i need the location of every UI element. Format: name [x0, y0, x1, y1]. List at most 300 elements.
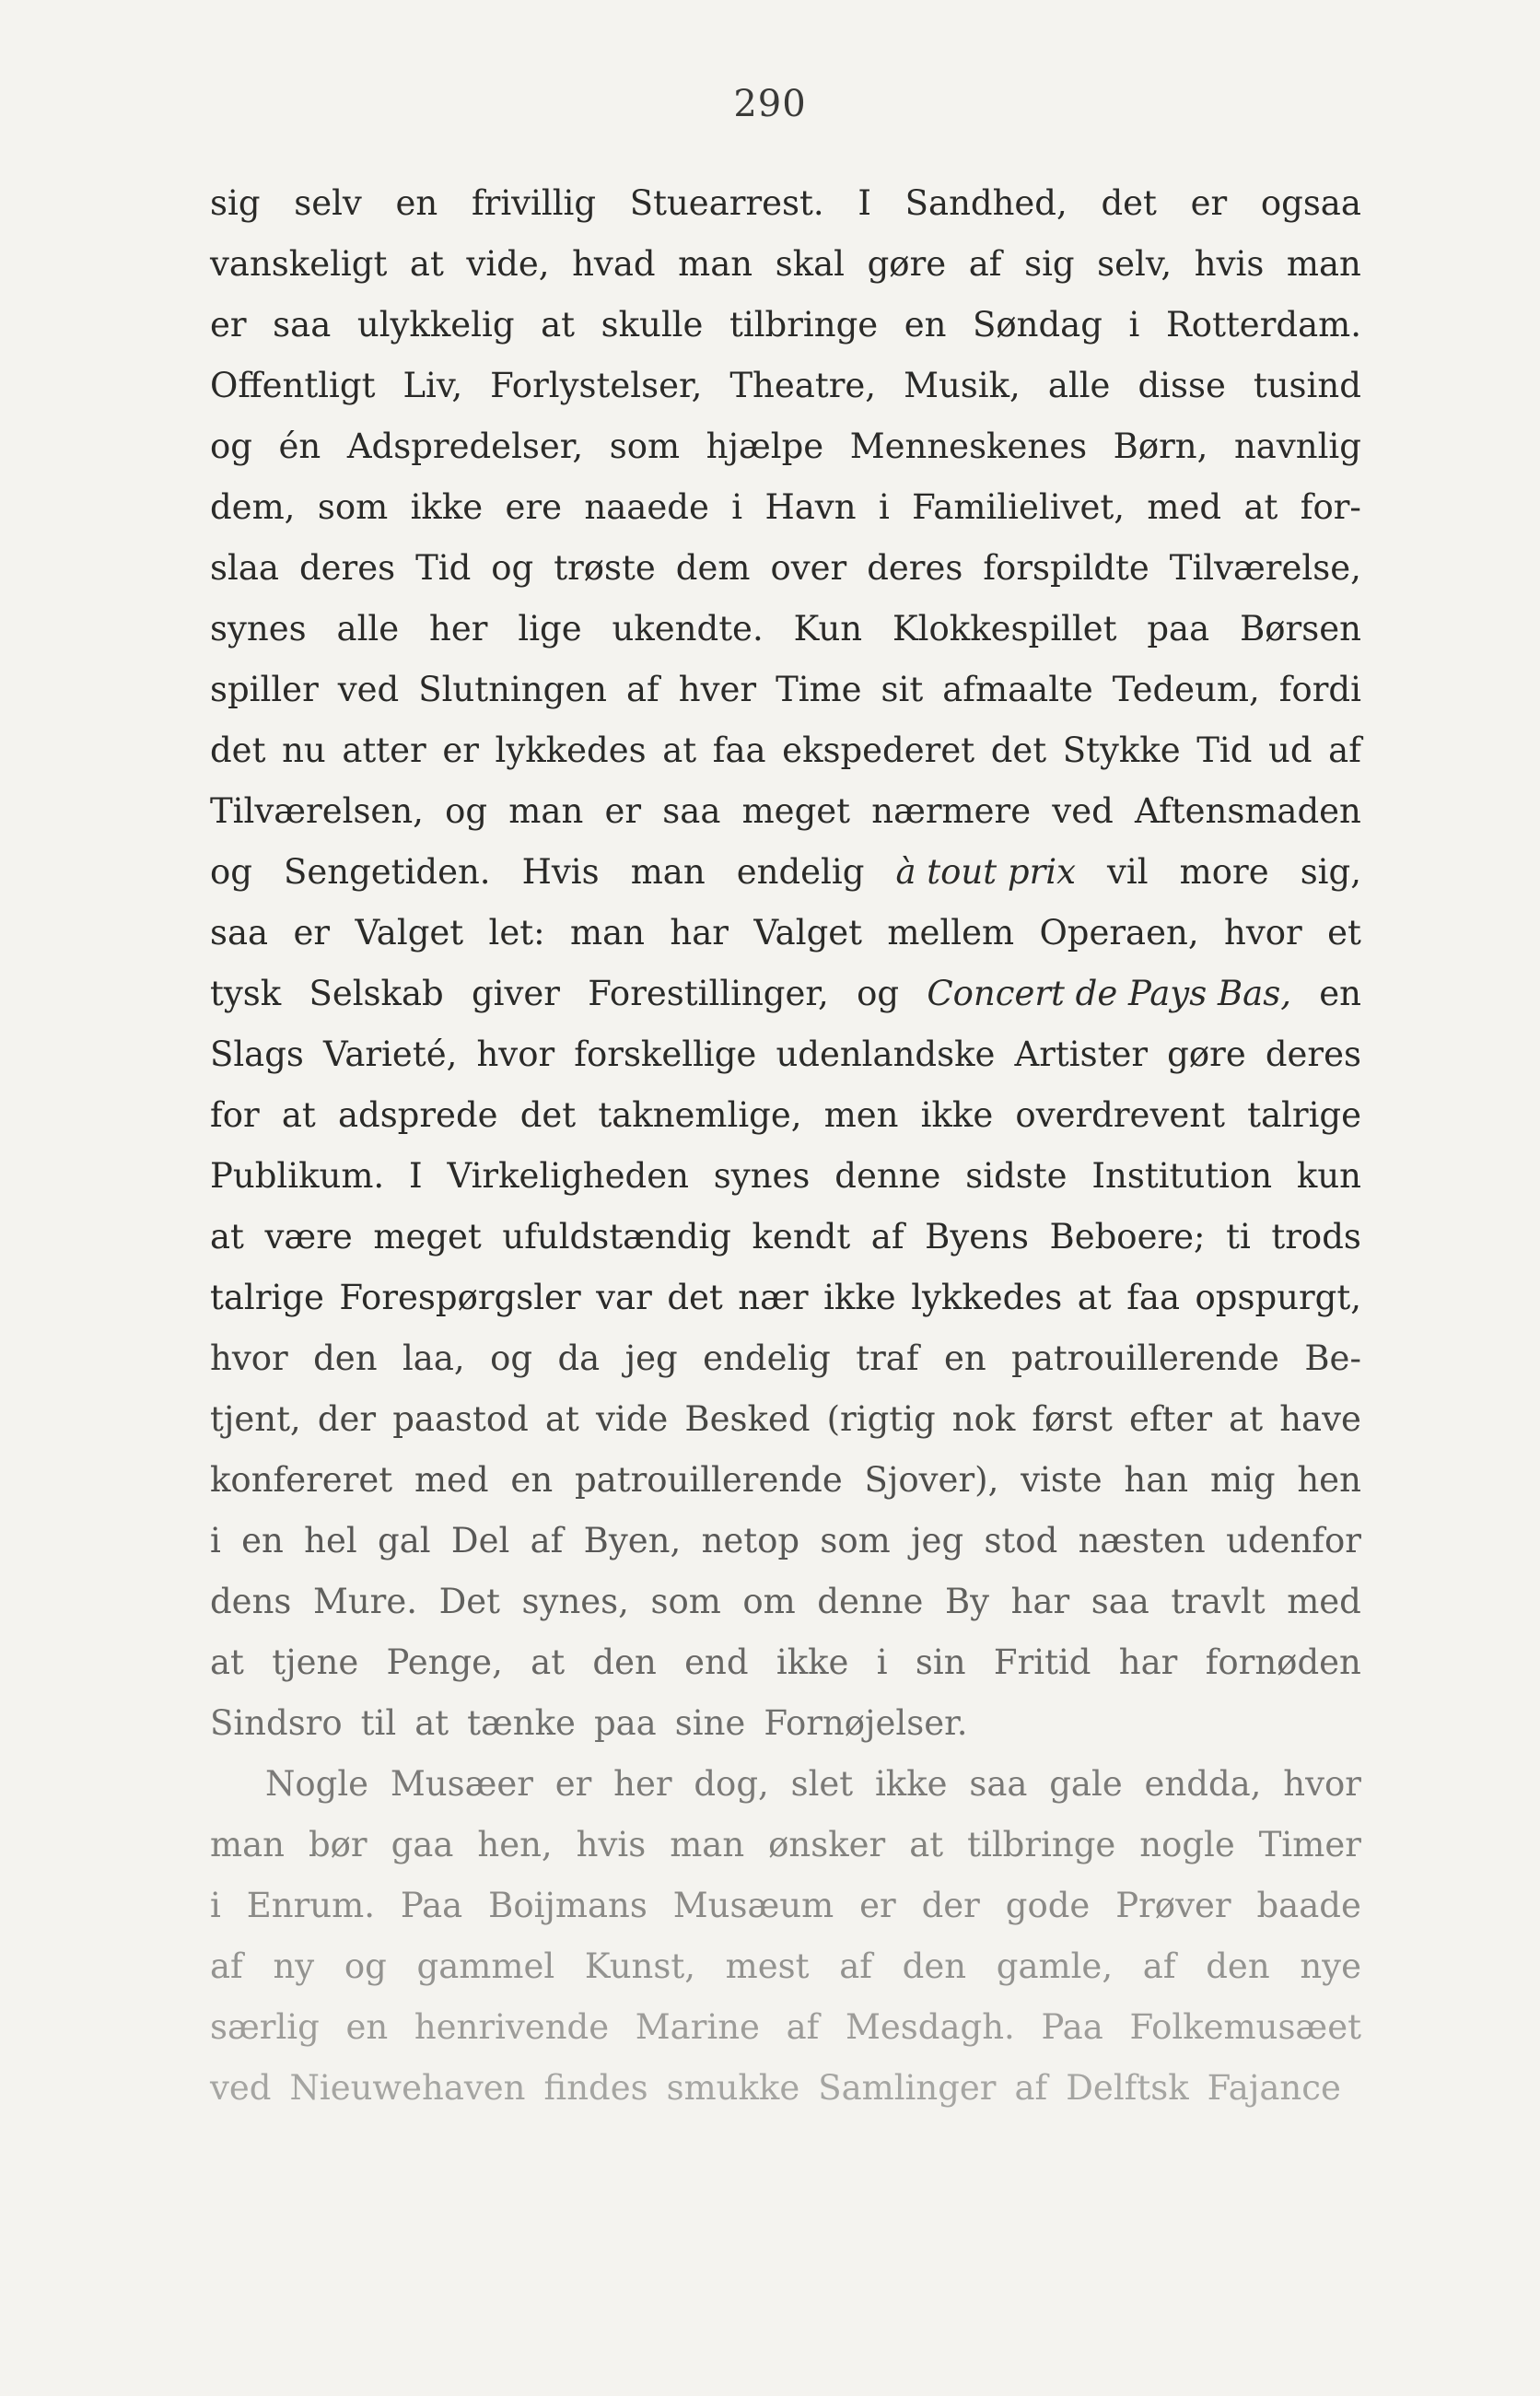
text-word: fordi — [1278, 670, 1361, 709]
text-word: dem, — [210, 487, 296, 527]
text-word: atter — [342, 730, 426, 770]
text-word: nærmere — [871, 791, 1032, 831]
text-word: med — [1287, 1582, 1361, 1621]
text-word: af — [786, 2007, 820, 2047]
text-word: ved — [1052, 791, 1114, 831]
text-word: dog, — [694, 1764, 769, 1804]
text-word: gaa — [391, 1825, 454, 1864]
text-word: han — [1124, 1460, 1189, 1500]
text-word: af — [1014, 2068, 1048, 2108]
text-word: med — [414, 1460, 489, 1500]
text-word: Tid — [1196, 730, 1253, 770]
text-word: Mesdagh. — [846, 2007, 1015, 2047]
text-word: ved — [210, 2068, 272, 2108]
text-word: ikke — [920, 1095, 994, 1135]
text-word: hvis — [576, 1825, 647, 1864]
text-word: synes, — [521, 1582, 629, 1621]
text-word: Theatre, — [729, 366, 877, 405]
text-word: Familielivet, — [912, 487, 1125, 527]
text-line — [210, 1511, 1361, 1572]
text-word: dens — [210, 1582, 292, 1621]
text-word: Det — [438, 1582, 500, 1621]
text-word: Byens — [925, 1217, 1029, 1256]
text-word: faa — [712, 730, 766, 770]
text-line — [210, 599, 1361, 660]
text-word: spiller — [210, 670, 319, 709]
text-word: én — [278, 427, 321, 466]
text-line — [210, 1450, 1361, 1511]
text-word: er — [293, 913, 331, 953]
text-word: endelig — [703, 1338, 831, 1378]
text-word: Institution — [1091, 1156, 1273, 1196]
text-word: at — [1077, 1278, 1112, 1317]
text-word: more — [1179, 852, 1269, 892]
text-word: alle — [1047, 366, 1111, 405]
text-line — [210, 416, 1361, 477]
text-word: denne — [834, 1156, 941, 1196]
text-line — [210, 1268, 1361, 1328]
text-word: end — [684, 1642, 749, 1682]
text-word: saa — [1091, 1582, 1149, 1621]
text-word: man — [1286, 244, 1361, 284]
text-word: hver — [678, 670, 757, 709]
text-word: Tilværelse, — [1169, 548, 1361, 588]
text-word: Paa — [1041, 2007, 1103, 2047]
text-word: her — [613, 1764, 672, 1804]
text-word: Operaen, — [1039, 913, 1199, 953]
text-word: har — [1010, 1582, 1070, 1621]
text-word: slaa — [210, 548, 279, 588]
text-word: afmaalte — [942, 670, 1093, 709]
text-word: overdrevent — [1015, 1095, 1225, 1135]
text-word: sig — [210, 183, 261, 223]
text-word: Nogle — [265, 1764, 369, 1804]
text-word: frivillig — [471, 183, 597, 223]
text-word: hel — [304, 1521, 357, 1560]
text-word: hvad — [572, 244, 656, 284]
text-word: at — [544, 1399, 579, 1439]
text-word: Kun — [793, 609, 863, 649]
text-word: Folkemusæet — [1129, 2007, 1361, 2047]
text-word: Havn — [764, 487, 857, 527]
text-word: Liv, — [402, 366, 463, 405]
text-word: opspurgt, — [1195, 1278, 1361, 1317]
text-word: vil — [1107, 852, 1149, 892]
text-word: som — [650, 1582, 721, 1621]
text-word: ikke — [776, 1642, 849, 1682]
text-word: sin — [915, 1642, 966, 1682]
text-word: der — [921, 1886, 980, 1925]
text-word: traf — [856, 1338, 919, 1378]
text-line — [210, 1997, 1361, 2058]
text-word: dem — [675, 548, 751, 588]
text-word: Offentligt — [210, 366, 376, 405]
text-word: paa — [593, 1703, 657, 1743]
text-word: Slutningen — [418, 670, 608, 709]
text-line — [210, 1389, 1361, 1450]
text-word: stod — [984, 1521, 1058, 1560]
text-word: kun — [1296, 1156, 1361, 1196]
text-word: gale — [1049, 1764, 1123, 1804]
text-word: lykkedes — [495, 730, 647, 770]
text-word: hvor — [1224, 913, 1302, 953]
text-word: en — [943, 1338, 986, 1378]
text-word: endda, — [1144, 1764, 1262, 1804]
text-word: Hvis — [521, 852, 600, 892]
text-word: man — [630, 852, 706, 892]
text-word: adsprede — [337, 1095, 498, 1135]
text-word: da — [557, 1338, 601, 1378]
text-word: jeg — [624, 1338, 678, 1378]
text-word: for — [210, 1095, 260, 1135]
text-word: vide — [595, 1399, 669, 1439]
text-word: mest — [725, 1946, 810, 1986]
text-word: tænke — [467, 1703, 576, 1743]
text-word: af — [1328, 730, 1361, 770]
text-word: tilbringe — [729, 305, 879, 345]
text-word: er — [859, 1886, 896, 1925]
text-word: at — [662, 730, 697, 770]
text-word: og — [445, 791, 488, 831]
text-word: tusind — [1253, 366, 1361, 405]
text-word: Forestillinger, — [588, 974, 829, 1013]
text-word: og — [857, 974, 900, 1013]
text-word: hvor — [1283, 1764, 1361, 1804]
text-word: i — [210, 1886, 221, 1925]
text-word: forskellige — [574, 1034, 757, 1074]
text-word: Forlystelser, — [490, 366, 703, 405]
text-word: Byen, — [583, 1521, 682, 1560]
text-line — [210, 1693, 1361, 1754]
text-word: endelig — [736, 852, 865, 892]
text-word: af — [210, 1946, 243, 1986]
text-word: ufuldstændig — [502, 1217, 731, 1256]
text-word: Be- — [1304, 1338, 1361, 1378]
text-word: tjent, — [210, 1399, 301, 1439]
text-word: man — [678, 244, 753, 284]
text-word: ikke — [874, 1764, 948, 1804]
text-word: synes — [210, 609, 307, 649]
text-word: der — [317, 1399, 377, 1439]
text-word: giver — [471, 974, 560, 1013]
text-word: travlt — [1171, 1582, 1266, 1621]
text-word: ved — [337, 670, 400, 709]
text-word: man — [570, 913, 645, 953]
text-word: af — [530, 1521, 564, 1560]
text-word: Penge, — [386, 1642, 503, 1682]
text-word: patrouillerende — [1011, 1338, 1279, 1378]
text-word: Fornøjelser. — [764, 1703, 968, 1743]
text-word: ulykkelig — [356, 305, 515, 345]
text-word: at — [409, 244, 444, 284]
text-word: at — [414, 1703, 449, 1743]
text-word: ikke — [410, 487, 484, 527]
text-word: og — [344, 1946, 387, 1986]
text-word: en — [345, 2007, 389, 2047]
text-line — [210, 781, 1361, 842]
text-word: slet — [790, 1764, 854, 1804]
text-word: Valget — [753, 913, 863, 953]
text-word: nogle — [1139, 1825, 1235, 1864]
text-word: har — [1118, 1642, 1178, 1682]
text-word: men — [823, 1095, 899, 1135]
text-word: alle — [336, 609, 400, 649]
text-word: forspildte — [983, 548, 1149, 588]
text-word: gal — [378, 1521, 431, 1560]
text-word: være — [264, 1217, 353, 1256]
text-word: viste — [1021, 1460, 1102, 1500]
text-word: den — [313, 1338, 378, 1378]
text-word: næsten — [1078, 1521, 1206, 1560]
text-word: Sengetiden. — [284, 852, 491, 892]
text-word: trods — [1271, 1217, 1361, 1256]
text-line — [210, 1085, 1361, 1146]
text-word: som — [317, 487, 389, 527]
text-word: det — [990, 730, 1047, 770]
text-word: Musik, — [904, 366, 1021, 405]
text-word: saa — [210, 913, 269, 953]
text-word: Kunst, — [584, 1946, 695, 1986]
text-word: meget — [373, 1217, 482, 1256]
text-word: patrouillerende — [574, 1460, 843, 1500]
text-word: en — [510, 1460, 554, 1500]
text-word: gamle, — [996, 1946, 1114, 1986]
text-word: nye — [1300, 1946, 1361, 1986]
text-line — [210, 1632, 1361, 1693]
text-word: saa — [662, 791, 721, 831]
text-word: Selskab — [309, 974, 444, 1013]
text-word: ikke — [823, 1278, 896, 1317]
text-word: er — [604, 791, 642, 831]
text-word: at — [1243, 487, 1278, 527]
text-line — [210, 1207, 1361, 1268]
text-word: Sindsro — [210, 1703, 343, 1743]
text-word: at — [281, 1095, 316, 1135]
text-word: Stykke — [1062, 730, 1181, 770]
text-word: ud — [1268, 730, 1312, 770]
text-word: Adspredelser, — [346, 427, 584, 466]
text-word: et — [1327, 913, 1361, 953]
text-word: Musæum — [672, 1886, 834, 1925]
text-word: jeg — [911, 1521, 964, 1560]
text-word: hen — [1297, 1460, 1361, 1500]
text-line — [210, 356, 1361, 416]
text-word: med — [1147, 487, 1222, 527]
text-word: paastod — [392, 1399, 529, 1439]
text-word: Nieuwehaven — [289, 2068, 526, 2108]
text-word: Fajance — [1207, 2068, 1341, 2108]
text-word: som — [820, 1521, 891, 1560]
text-word: hvor — [210, 1338, 288, 1378]
text-word: findes — [543, 2068, 648, 2108]
text-word: at — [531, 1642, 566, 1682]
text-word: Varieté, — [323, 1034, 458, 1074]
text-word: Time — [776, 670, 862, 709]
text-word: sig, — [1300, 852, 1361, 892]
text-word: ere — [505, 487, 563, 527]
text-word: til — [360, 1703, 397, 1743]
text-line — [210, 842, 1361, 903]
text-word: ukendte. — [612, 609, 764, 649]
text-word: Virkeligheden — [447, 1156, 689, 1196]
text-line — [210, 1815, 1361, 1876]
text-word: hvor — [476, 1034, 555, 1074]
text-word: at — [909, 1825, 944, 1864]
text-word: synes — [713, 1156, 811, 1196]
text-word: Mure. — [312, 1582, 418, 1621]
text-word: sine — [674, 1703, 746, 1743]
text-word: er — [554, 1764, 592, 1804]
text-word: Artister — [1014, 1034, 1149, 1074]
text-word: udenfor — [1226, 1521, 1361, 1560]
text-word: Sandhed, — [904, 183, 1068, 223]
text-word: navnlig — [1233, 427, 1361, 466]
text-line — [210, 538, 1361, 599]
text-line — [210, 477, 1361, 538]
text-word: at — [1229, 1399, 1264, 1439]
text-word: har — [670, 913, 729, 953]
text-word: og — [210, 427, 252, 466]
text-word: det — [519, 1095, 577, 1135]
text-word: over — [770, 548, 847, 588]
text-word: lykkedes — [911, 1278, 1063, 1317]
text-line — [210, 1572, 1361, 1632]
text-word: I — [409, 1156, 423, 1196]
text-word: let: — [488, 913, 545, 953]
text-word: udenlandske — [776, 1034, 996, 1074]
text-word: tilbringe — [967, 1825, 1116, 1864]
text-word: en — [395, 183, 438, 223]
text-word: at — [210, 1217, 244, 1256]
text-word: sit — [881, 670, 924, 709]
text-word: Søndag — [973, 305, 1102, 345]
text-word: Marine — [635, 2007, 760, 2047]
text-word: Tilværelsen, — [210, 791, 424, 831]
text-word: bør — [308, 1825, 368, 1864]
text-word: faa — [1126, 1278, 1181, 1317]
text-word: tjene — [272, 1642, 359, 1682]
text-line — [210, 295, 1361, 356]
text-word: Enrum. — [246, 1886, 375, 1925]
text-word: den — [902, 1946, 967, 1986]
text-word: sidste — [965, 1156, 1068, 1196]
page-number: 290 — [733, 83, 807, 125]
text-word: selv, — [1097, 244, 1172, 284]
text-word: det — [667, 1278, 723, 1317]
text-word: Menneskenes — [849, 427, 1088, 466]
text-word: og — [491, 548, 534, 588]
text-word: sig — [1024, 244, 1075, 284]
text-line — [210, 964, 1361, 1024]
text-word: her — [429, 609, 488, 649]
text-word: at — [541, 305, 576, 345]
text-word: nu — [282, 730, 326, 770]
text-word: i — [731, 487, 743, 527]
text-word: paa — [1147, 609, 1210, 649]
text-word: i — [878, 487, 890, 527]
text-word: Slags — [210, 1034, 304, 1074]
text-word: Tid — [415, 548, 472, 588]
text-line — [210, 1754, 1361, 1815]
text-word: hvis — [1194, 244, 1265, 284]
text-word: vide, — [466, 244, 550, 284]
text-word: netop — [701, 1521, 800, 1560]
text-word: Publikum. — [210, 1156, 385, 1196]
text-word: gøre — [1167, 1034, 1246, 1074]
text-word: først — [1032, 1399, 1113, 1439]
text-word: deres — [867, 548, 963, 588]
text-word: at — [210, 1642, 244, 1682]
text-word: ny — [273, 1946, 315, 1986]
text-word: deres — [298, 548, 396, 588]
text-word: baade — [1256, 1886, 1361, 1925]
text-word: talrige — [1247, 1095, 1361, 1135]
text-word: henrivende — [414, 2007, 610, 2047]
text-word: By — [944, 1582, 990, 1621]
text-word: Beboere; — [1049, 1217, 1206, 1256]
text-word: Concert de Pays Bas, — [927, 974, 1291, 1013]
text-line — [210, 1146, 1361, 1207]
text-line — [210, 1328, 1361, 1389]
text-word: have — [1279, 1399, 1361, 1439]
text-word: Boijmans — [488, 1886, 648, 1925]
text-word: man — [508, 791, 584, 831]
text-word: skal — [775, 244, 846, 284]
text-word: Musæer — [390, 1764, 533, 1804]
text-word: talrige — [210, 1278, 324, 1317]
text-word: den — [1206, 1946, 1270, 1986]
text-word: Delftsk — [1066, 2068, 1189, 2108]
text-word: (rigtig — [826, 1399, 936, 1439]
text-word: af — [968, 244, 1002, 284]
text-word: I — [858, 183, 871, 223]
text-word: Del — [450, 1521, 510, 1560]
text-word: Klokkespillet — [892, 609, 1117, 649]
text-word: deres — [1265, 1034, 1361, 1074]
text-word: trøste — [554, 548, 656, 588]
text-word: smukke — [666, 2068, 800, 2108]
text-word: i — [876, 1642, 888, 1682]
text-word: Tedeum, — [1112, 670, 1260, 709]
text-word: en — [1319, 974, 1361, 1013]
text-word: Børn, — [1113, 427, 1208, 466]
text-word: selv — [294, 183, 362, 223]
text-word: ti — [1226, 1217, 1251, 1256]
text-word: hen, — [477, 1825, 553, 1864]
text-word: nok — [951, 1399, 1016, 1439]
text-word: Rotterdam. — [1165, 305, 1361, 345]
text-word: naaede — [584, 487, 709, 527]
text-word: i — [1128, 305, 1140, 345]
text-word: ogsaa — [1260, 183, 1361, 223]
text-word: en — [904, 305, 947, 345]
text-word: det — [1101, 183, 1157, 223]
text-line — [210, 1936, 1361, 1997]
text-word: Besked — [684, 1399, 811, 1439]
text-word: ønsker — [768, 1825, 886, 1864]
text-line — [210, 903, 1361, 964]
text-word: særlig — [210, 2007, 320, 2047]
text-word: det — [210, 730, 266, 770]
text-word: vanskeligt — [210, 244, 388, 284]
text-word: og — [210, 852, 252, 892]
text-word: lige — [518, 609, 582, 649]
text-word: skulle — [601, 305, 704, 345]
text-word: er — [210, 305, 247, 345]
text-word: en — [241, 1521, 284, 1560]
text-word: hjælpe — [706, 427, 824, 466]
text-word: Timer — [1258, 1825, 1361, 1864]
